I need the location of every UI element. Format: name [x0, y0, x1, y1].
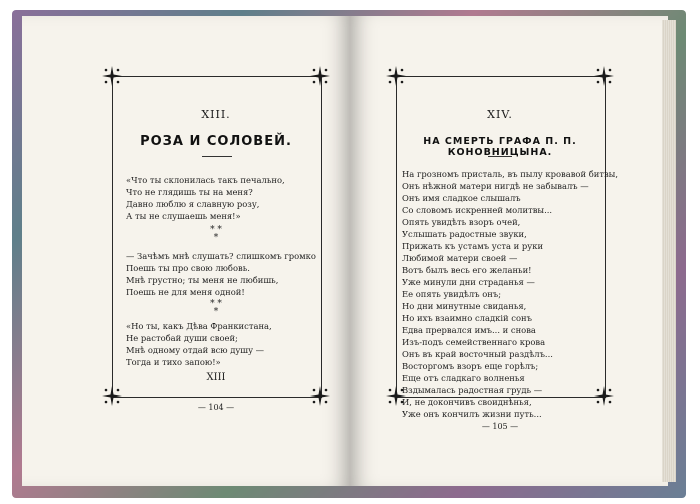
verse-line: Онъ имя сладкое слышалъ [402, 193, 521, 203]
verse-line: Но дни минутные свиданья, [402, 301, 527, 311]
verse-line: Уже минули дни страданья — [402, 277, 535, 287]
section-stars: * * * [210, 299, 222, 317]
section-stars: * * * [210, 225, 222, 243]
left-page [22, 16, 350, 486]
verse-line: Едва прервался имъ... и снова [402, 325, 536, 335]
verse-line: Но ихъ взаимно сладкій сонъ [402, 313, 532, 323]
verse-line: Давно люблю я славную розу, [126, 199, 260, 209]
verse-line: Тогда и тихо запою!» [126, 357, 221, 367]
verse-line: Вотъ былъ весь его желаньи! [402, 265, 532, 275]
verse-line: Вздымалась радостная грудь — [402, 385, 543, 395]
verse-line: «Что ты склонилась такъ печально, [126, 175, 285, 185]
verse-line: Еще отъ сладкаго волненья [402, 373, 525, 383]
verse-line: Услышать радостные звуки, [402, 229, 527, 239]
verse-line: Поешь не для меня одной! [126, 287, 245, 297]
page-edges [662, 20, 676, 482]
verse-line: Мнѣ грустно; ты меня не любишь, [126, 275, 279, 285]
verse-line: А ты не слушаешь меня!» [126, 211, 241, 221]
title-rule [488, 156, 512, 157]
verse-line: Со словомъ искренней молитвы... [402, 205, 553, 215]
corner-ornament-icon [100, 64, 124, 88]
verse-line: На грозномъ присталь, въ пылу кровавой битвы, [402, 169, 619, 179]
verse-line: Онъ въ край восточный раздѣлъ... [402, 349, 553, 359]
verse-line: Что не глядишь ты на меня? [126, 187, 253, 197]
poem-numeral: XIV. [487, 108, 513, 121]
verse-line: Прижать къ устамъ уста и руки [402, 241, 544, 251]
page-number: — 104 — [197, 403, 235, 412]
poem-numeral: XIII. [201, 108, 231, 121]
verse-line: Мнѣ одному отдай всю душу — [126, 345, 265, 355]
corner-ornament-icon [308, 64, 332, 88]
verse-line: Не растобай души своей; [126, 333, 238, 343]
poem-title: НА СМЕРТЬ ГРАФА П. П. КОНОВНИЦЫНА. [423, 136, 577, 158]
verse-line: Любимой матери своей — [402, 253, 518, 263]
title-rule [202, 156, 232, 157]
corner-ornament-icon [592, 64, 616, 88]
verse-line: Онъ нѣжной матери нигдѣ не забывалъ — [402, 181, 589, 191]
verse-line: Ее опять увидѣлъ онъ; [402, 289, 502, 299]
verse-line: И, не докончивъ своиднѣнья, [402, 397, 532, 407]
poem-title: РОЗА И СОЛОВЕЙ. [140, 134, 292, 149]
verse-line: Поешь ты про свою любовь. [126, 263, 250, 273]
verse-line: Уже онъ кончилъ жизни путь... [402, 409, 542, 419]
corner-ornament-icon [384, 64, 408, 88]
verse-line: — Зачѣмъ мнѣ слушать? слишкомъ громко [126, 251, 316, 261]
verse-line: Восторгомъ взоръ еще горѣлъ; [402, 361, 539, 371]
page-number: — 105 — [481, 422, 519, 431]
end-ornament: XIII [206, 372, 226, 383]
right-page [350, 16, 668, 486]
verse-line: Изъ-подъ семейственнаго крова [402, 337, 546, 347]
verse-line: Опять увидѣть взоръ очей, [402, 217, 521, 227]
corner-ornament-icon [592, 384, 616, 408]
verse-line: «Но ты, какъ Дѣва Франкистана, [126, 321, 272, 331]
